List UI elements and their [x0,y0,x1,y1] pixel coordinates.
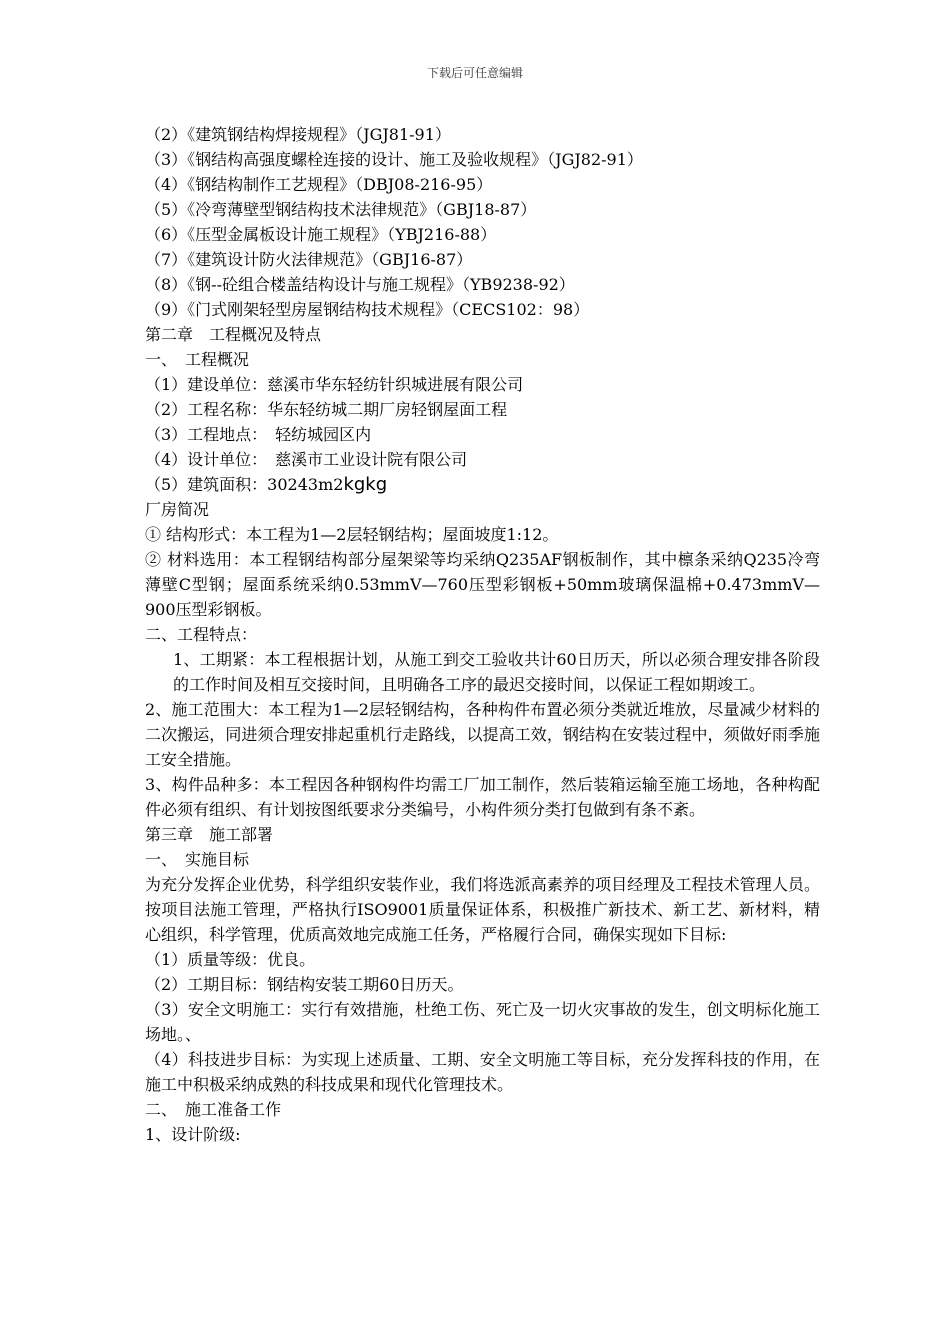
standard-item: （7）《建筑设计防火法律规范》（GBJ16-87） [145,250,473,269]
subsection-heading: 1、设计阶级: [145,1125,241,1144]
goal-paragraph: 为充分发挥企业优势，科学组织安装作业，我们将选派高素养的项目经理及工程技术管理人员。按项目法施工管理，严格执行ISO9001质量保证体系，积极推广新技术、新工艺、新材料，精心组织，科学管理，优质高效地完成施工任务，严格履行合同，确保实现如下目标: [145,875,820,944]
area-suffix: kgkg [343,474,388,495]
goal-item: （4）科技进步目标：为实现上述质量、工期、安全文明施工等目标，充分发挥科技的作用，在施工中积极采纳成熟的科技成果和现代化管理技术。 [145,1050,820,1094]
section-heading: 一、 工程概况 [145,350,250,369]
project-info-item: （3）工程地点： 轻纺城园区内 [145,425,372,444]
subsection-heading: 厂房简况 [145,500,210,519]
standard-item: （6）《压型金属板设计施工规程》（YBJ216-88） [145,225,497,244]
standard-item: （5）《冷弯薄壁型钢结构技术法律规范》（GBJ18-87） [145,200,537,219]
project-info-item: （1）建设单位：慈溪市华东轻纺针织城进展有限公司 [145,375,524,394]
document-body [145,122,820,1147]
page-header: 下载后可任意编辑 [426,66,523,80]
goal-item: （2）工期目标：钢结构安装工期60日历天。 [145,975,464,994]
structure-paragraph: ① 结构形式：本工程为1—2层轻钢结构；屋面坡度1:12。 [145,525,559,544]
project-info-item: （4）设计单位： 慈溪市工业设计院有限公司 [145,450,468,469]
section-heading: 二、工程特点： [145,625,258,644]
section-heading: 一、 实施目标 [145,850,250,869]
standard-item: （3）《钢结构高强度螺栓连接的设计、施工及验收规程》（JGJ82-91） [145,150,643,169]
chapter-heading: 第三章 施工部署 [145,825,274,844]
chapter-heading: 第二章 工程概况及特点 [145,325,322,344]
project-info-item: （2）工程名称：华东轻纺城二期厂房轻钢屋面工程 [145,400,508,419]
area-text: （5）建筑面积：30243m2 [145,475,344,494]
feature-paragraph: 2、施工范围大：本工程为1—2层轻钢结构，各种构件布置必须分类就近堆放，尽量减少材料的二次搬运，同进须合理安排起重机行走路线，以提高工效，钢结构在安装过程中，须做好雨季施工安全措施。 [145,700,820,769]
standard-item: （8）《钢--砼组合楼盖结构设计与施工规程》（YB9238-92） [145,275,575,294]
section-heading: 二、 施工准备工作 [145,1100,282,1119]
standard-item: （9）《门式刚架轻型房屋钢结构技术规程》（CECS102：98） [145,300,590,319]
standard-item: （4）《钢结构制作工艺规程》（DBJ08-216-95） [145,175,493,194]
goal-item: （3）安全文明施工：实行有效措施，杜绝工伤、死亡及一切火灾事故的发生，创文明标化施工场地。、 [145,1000,820,1044]
feature-paragraph: 3、构件品种多：本工程因各种钢构件均需工厂加工制作，然后装箱运输至施工场地，各种构配件必须有组织、有计划按图纸要求分类编号，小构件须分类打包做到有条不紊。 [145,775,820,819]
project-info-item [145,472,820,497]
feature-paragraph: 1、工期紧：本工程根据计划，从施工到交工验收共计60日历天，所以必须合理安排各阶段的工作时间及相互交接时间，且明确各工序的最迟交接时间，以保证工程如期竣工。 [173,650,820,694]
standard-item: （2）《建筑钢结构焊接规程》（JGJ81-91） [145,125,451,144]
goal-item: （1）质量等级：优良。 [145,950,316,969]
material-paragraph: ② 材料选用：本工程钢结构部分屋架梁等均采纳Q235AF钢板制作，其中檩条采纳Q235冷弯薄壁C型钢；屋面系统采纳0.53mmV—760压型彩钢板+50mm玻璃保温棉+0.473mmV—900压型彩钢板。 [145,550,820,619]
